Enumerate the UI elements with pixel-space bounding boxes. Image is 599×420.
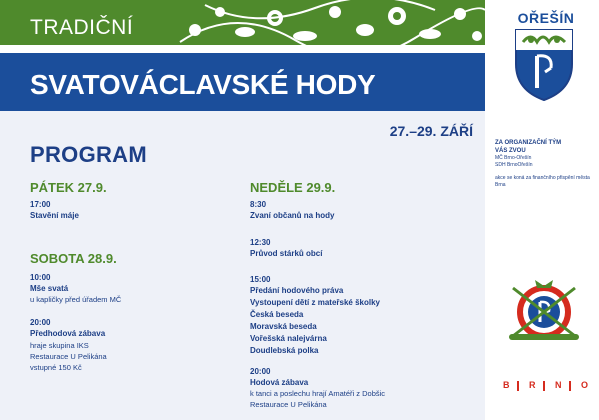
folk-ornament — [175, 0, 485, 45]
event-time: 12:30 — [250, 238, 271, 247]
event-detail: u kapličky před úřadem MČ — [30, 295, 122, 304]
event-title: Průvod stárků obcí — [250, 249, 323, 258]
fire-brigade-emblem-icon — [505, 278, 583, 346]
event-title: Moravská beseda — [250, 322, 317, 331]
funding-note: akce se koná za finančního přispění města Brna — [495, 175, 590, 188]
event-title: SVATOVÁCLAVSKÉ HODY — [30, 69, 376, 100]
event-title: Doudlebská polka — [250, 346, 319, 355]
event-title: Česká beseda — [250, 310, 304, 319]
brno-logo: B R N O — [503, 380, 589, 390]
event-title: Hodová zábava — [250, 378, 309, 387]
tradition-label: TRADIČNÍ — [30, 16, 134, 39]
event-title: Předhodová zábava — [30, 329, 106, 338]
program-heading: PROGRAM — [30, 142, 147, 167]
event-time: 8:30 — [250, 200, 267, 209]
event-detail: k tanci a poslechu hrají Amatéři z Dobšic — [250, 389, 386, 398]
event-dates: 27.–29. ZÁŘÍ — [389, 123, 473, 139]
title-banner — [0, 53, 485, 111]
event-detail: hraje skupina IKS — [30, 341, 89, 350]
village-name: OŘEŠÍN — [517, 10, 575, 26]
event-title: Vořešská nalejvárna — [250, 334, 327, 343]
event-detail: Restaurace U Pelikána — [250, 400, 327, 409]
event-detail: Restaurace U Pelikána — [30, 352, 107, 361]
event-time: 20:00 — [30, 318, 51, 327]
event-title: Mše svatá — [30, 284, 69, 293]
event-title: Předání hodového práva — [250, 286, 344, 295]
event-detail: vstupné 150 Kč — [30, 363, 82, 372]
event-time: 15:00 — [250, 275, 271, 284]
event-time: 10:00 — [30, 273, 51, 282]
event-title: Zvaní občanů na hody — [250, 211, 335, 220]
event-title: Vystoupení dětí z mateřské školky — [250, 298, 380, 307]
event-time: 17:00 — [30, 200, 51, 209]
event-time: 20:00 — [250, 367, 271, 376]
day-heading-saturday: SOBOTA 28.9. — [30, 251, 117, 266]
organizers-list: MČ Brno-Ořešín SDH BrnoOřešín — [495, 155, 533, 168]
day-heading-sunday: NEDĚLE 29.9. — [250, 180, 336, 195]
top-banner — [0, 0, 485, 45]
program-panel — [0, 111, 485, 420]
organizers-title: ZA ORGANIZAČNÍ TÝM VÁS ZVOU — [495, 140, 562, 154]
day-heading-friday: PÁTEK 27.9. — [30, 180, 107, 195]
event-title: Stavění máje — [30, 211, 79, 220]
village-crest-icon — [513, 26, 575, 102]
sidebar — [485, 0, 599, 420]
